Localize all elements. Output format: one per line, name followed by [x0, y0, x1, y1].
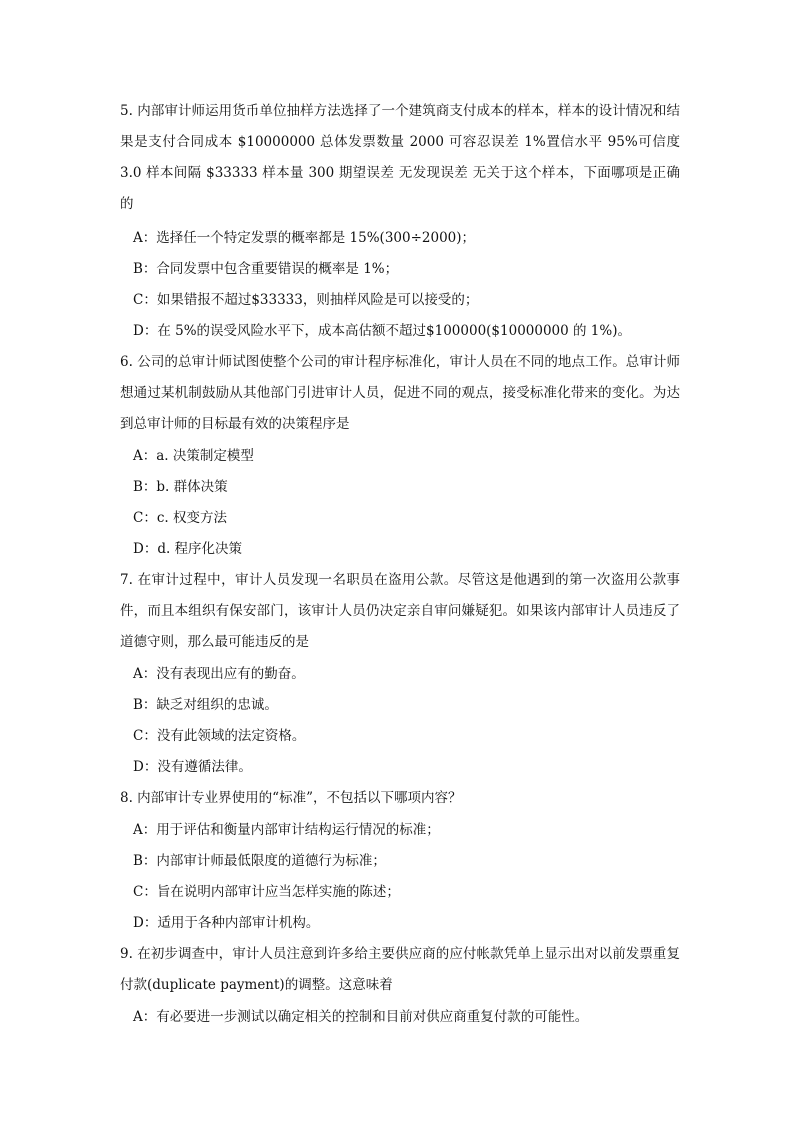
question-8-stem: 8. 内部审计专业界使用的“标准”，不包括以下哪项内容？ [120, 790, 462, 806]
question-6-stem: 6. 公司的总审计师试图使整个公司的审计程序标准化，审计人员在不同的地点工作。总审计师想通过某机制鼓励从其他部门引进审计人员，促进不同的观点，接受标准化带来的变化。为达到总审计师的目标最有效的决策程序是 [120, 354, 680, 432]
question-7-option-b: B：缺乏对组织的忠诚。 [133, 697, 278, 713]
question-9-stem: 9. 在初步调查中，审计人员注意到许多给主要供应商的应付帐款凭单上显示出对以前发票重复付款(duplicate payment)的调整。这意味着 [120, 946, 680, 993]
question-7-stem: 7. 在审计过程中，审计人员发现一名职员在盗用公款。尽管这是他遇到的第一次盗用公款事件，而且本组织有保安部门，该审计人员仍决定亲自审问嫌疑犯。如果该内部审计人员违反了道德守则，那么最可能违反的是 [120, 572, 680, 650]
question-9-option-a: A：有必要进一步测试以确定相关的控制和目前对供应商重复付款的可能性。 [133, 1009, 589, 1025]
question-5-option-c: C：如果错报不超过$33333，则抽样风险是可以接受的； [133, 292, 479, 308]
question-6-option-a: A：a. 决策制定模型 [133, 448, 254, 464]
question-6-option-b: B：b. 群体决策 [133, 479, 228, 495]
question-6-option-d: D：d. 程序化决策 [133, 541, 243, 557]
question-8-option-b: B：内部审计师最低限度的道德行为标准； [133, 853, 386, 869]
question-5-option-d: D：在 5%的误受风险水平下，成本高估额不超过$100000($10000000 的 1%)。 [133, 323, 631, 339]
question-8-option-a: A：用于评估和衡量内部审计结构运行情况的标准； [133, 822, 440, 838]
question-7-option-c: C：没有此领域的法定资格。 [133, 728, 306, 744]
question-8-option-c: C：旨在说明内部审计应当怎样实施的陈述； [133, 884, 400, 900]
question-5-option-a: A：选择任一个特定发票的概率都是 15%(300÷2000)； [133, 230, 476, 246]
question-7-option-d: D：没有遵循法律。 [133, 759, 252, 775]
question-6-option-c: C：c. 权变方法 [133, 510, 227, 526]
question-5-option-b: B：合同发票中包含重要错误的概率是 1%； [133, 261, 399, 277]
question-8-option-d: D：适用于各种内部审计机构。 [133, 915, 320, 931]
question-7-option-a: A：没有表现出应有的勤奋。 [133, 666, 305, 682]
question-5-stem: 5. 内部审计师运用货币单位抽样方法选择了一个建筑商支付成本的样本，样本的设计情况和结果是支付合同成本 $10000000 总体发票数量 2000 可容忍误差 1%置信水平 95%可信度 3.0 样本间隔 $33333 样本量 300 期望误差 无发现误差 无关于这个样本，下面哪项是正确的 [120, 103, 680, 212]
